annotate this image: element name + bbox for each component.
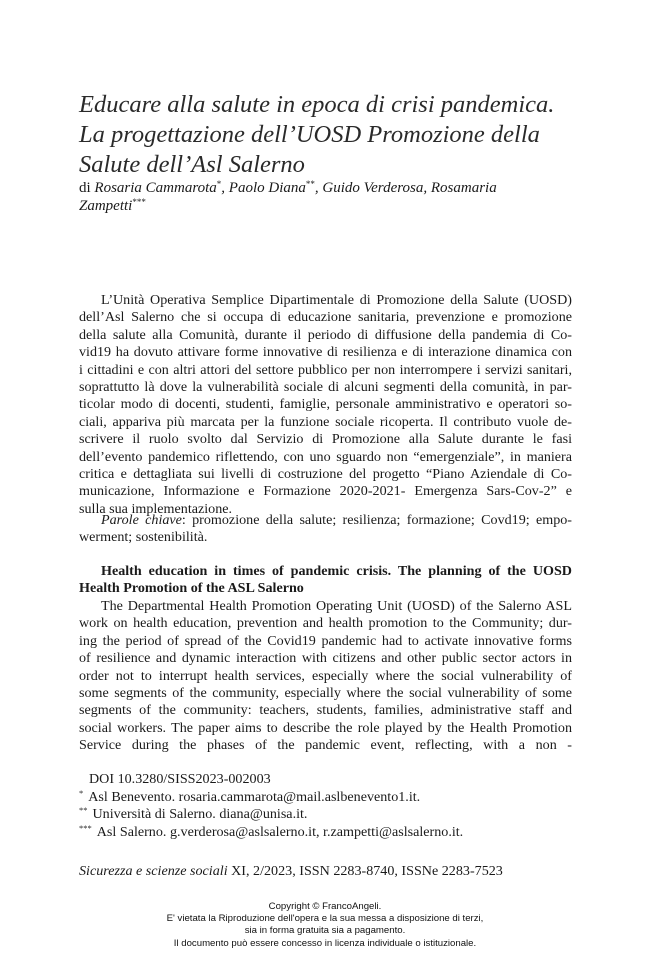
footnote-text: Asl Benevento. rosaria.cammarota@mail.aslbenevento1.it. bbox=[88, 788, 421, 805]
footnote-item bbox=[79, 789, 579, 807]
abstract-line: Service during the phases of the pandemic event, reflecting, with a non - bbox=[79, 737, 572, 754]
footnote-mark: ** bbox=[79, 805, 88, 815]
author-name: Rosaria Cammarota bbox=[94, 180, 217, 196]
title-line: Educare alla salute in epoca di crisi pandemica. bbox=[79, 91, 555, 118]
english-title bbox=[79, 563, 572, 598]
abstract-line: sulla sua implementazione. bbox=[79, 500, 233, 517]
copyright-line: E' vietata la Riproduzione dell'opera e la sua messa a disposizione di terzi, bbox=[166, 913, 484, 925]
doi-line: DOI 10.3280/SISS2023-002003 bbox=[89, 771, 271, 787]
abstract-line: soprattutto là dove la vulnerabilità sociale di alcuni segmenti della comunità, in par- bbox=[79, 378, 572, 395]
footnote-mark: *** bbox=[79, 822, 92, 833]
journal-name: Sicurezza e scienze sociali bbox=[79, 863, 228, 879]
author-name: Paolo Diana bbox=[228, 180, 306, 196]
abstract-line: work on health education, prevention and health promotion to the Community; dur- bbox=[79, 615, 572, 632]
abstract-english bbox=[79, 598, 572, 755]
author-separator: , bbox=[221, 180, 226, 196]
abstract-line: The Departmental Health Promotion Operating Unit (UOSD) of the Salerno ASL bbox=[101, 598, 572, 614]
article-title bbox=[79, 90, 579, 180]
keywords-label: Parole chiave bbox=[101, 512, 182, 528]
abstract-line: dell’evento pandemico riflettendo, con uno sguardo non “emergenziale”, in maniera bbox=[79, 448, 572, 465]
copyright-line: Copyright © FrancoAngeli. bbox=[268, 901, 382, 912]
author-separator: , bbox=[314, 180, 319, 196]
footnote-item bbox=[79, 806, 579, 824]
footnote-mark: ** bbox=[305, 179, 315, 189]
author-name: Guido Verderosa, Rosamaria bbox=[322, 180, 497, 196]
author-name: Zampetti bbox=[79, 198, 133, 214]
abstract-line: ticolar modo di docenti, studenti, famiglie, personale amministrativo e operatori so- bbox=[79, 396, 572, 413]
english-title-line: Health Promotion of the ASL Salerno bbox=[79, 580, 304, 597]
journal-details: XI, 2/2023, ISSN 2283-8740, ISSNe 2283-7523 bbox=[227, 863, 503, 879]
footnote-text: Università di Salerno. diana@unisa.it. bbox=[92, 806, 308, 822]
abstract-line: social workers. The paper aims to describe the role played by the Health Promotion bbox=[79, 719, 572, 736]
abstract-line: della salute alla Comunità, durante il periodo di diffusione della pandemia di Co- bbox=[79, 326, 572, 343]
keywords-italian bbox=[79, 512, 572, 547]
copyright-line: Il documento può essere concesso in licenza individuale o istituzionale. bbox=[173, 937, 477, 949]
copyright-notice bbox=[0, 901, 650, 950]
abstract-italian bbox=[79, 292, 572, 518]
footnote-mark: * bbox=[79, 787, 84, 798]
footnote-text: Asl Salerno. g.verderosa@aslsalerno.it, r.zampetti@aslsalerno.it. bbox=[96, 823, 464, 840]
footnote-item bbox=[79, 824, 579, 842]
footnote-mark: *** bbox=[132, 197, 146, 207]
footnote-mark: * bbox=[216, 179, 222, 189]
keywords-text: : promozione della salute; resilienza; formazione; Covd19; empo- bbox=[181, 512, 572, 528]
abstract-line: ciali, appariva più marcata per la funzione sociale ricoperta. Il contributo vuole de- bbox=[79, 413, 572, 430]
abstract-line: ing the period of spread of the Covid19 pandemic had to activate innovative forms bbox=[79, 632, 572, 649]
abstract-line: critica e dettagliata sui livelli di costruzione del progetto “Piano Aziendale di Co- bbox=[79, 465, 572, 482]
journal-citation bbox=[79, 863, 503, 880]
abstract-line: order not to interrupt health services, especially where the social vulnerability of bbox=[79, 667, 572, 684]
keywords-line bbox=[79, 512, 572, 529]
abstract-line: dell’Asl Salerno che si occupa di educazione sanitaria, prevenzione e promozione bbox=[79, 309, 572, 326]
keywords-line: werment; sostenibilità. bbox=[79, 529, 208, 546]
title-line: Salute dell’Asl Salerno bbox=[79, 151, 305, 178]
abstract-line: municazione, Informazione e Formazione 2020-2021- Emergenza Sars-Cov-2” e bbox=[79, 483, 572, 500]
author-list bbox=[79, 179, 579, 215]
english-title-line: Health education in times of pandemic crisis. The planning of the UOSD bbox=[101, 563, 572, 579]
title-line: La progettazione dell’UOSD Promozione della bbox=[79, 121, 540, 148]
copyright-line: sia in forma gratuita sia a pagamento. bbox=[244, 925, 406, 937]
abstract-line: some segments of the community, especially where the social vulnerability of some bbox=[79, 684, 572, 701]
abstract-line: of resilience and dynamic interaction with citizens and other public sector actors in bbox=[79, 650, 572, 667]
abstract-line: i cittadini e con altri attori del settore pubblico per non interrompere i servizi sanitari, bbox=[79, 361, 572, 378]
author-prefix: di bbox=[79, 180, 91, 196]
abstract-line: L’Unità Operativa Semplice Dipartimentale di Promozione della Salute (UOSD) bbox=[101, 292, 572, 308]
footnotes bbox=[79, 771, 579, 841]
abstract-line: scrivere il ruolo svolto dal Servizio di Promozione alla Salute durante le fasi bbox=[79, 431, 572, 448]
abstract-line: segments of the community: teachers, students, families, administrative staff and bbox=[79, 702, 572, 719]
abstract-line: vid19 ha dovuto attivare forme innovative di resilienza e di interazione dinamica con bbox=[79, 344, 572, 361]
